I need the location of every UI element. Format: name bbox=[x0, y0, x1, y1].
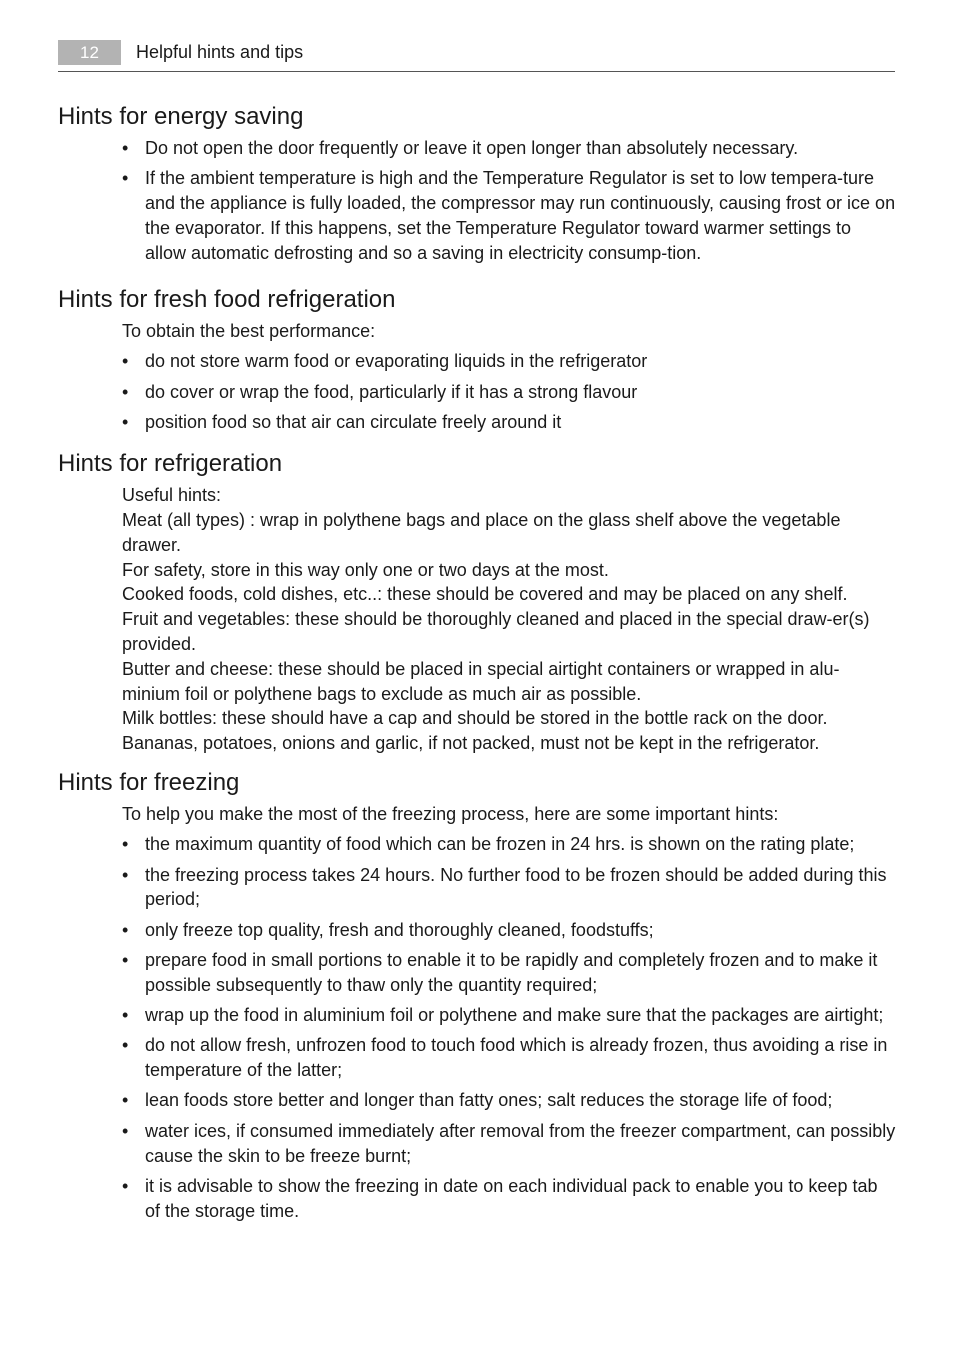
list-item-text: If the ambient temperature is high and the Temperature Regulator is set to low tempera-ture and the appliance is fully loaded, the compressor may run continuously, causing frost or ice on the evaporator. If this happens, set the Temperature Regulator toward warmer settings to allow automatic defrosting and so a saving in electricity consump-tion. bbox=[145, 168, 896, 263]
list-item-text: lean foods store better and longer than fatty ones; salt reduces the storage life of food; bbox=[145, 1090, 833, 1111]
list-item-text: it is advisable to show the freezing in date on each individual pack to enable you to keep tab of the storage time. bbox=[145, 1175, 878, 1221]
list-item-text: only freeze top quality, fresh and thoroughly cleaned, foodstuffs; bbox=[145, 919, 654, 940]
list-item bbox=[58, 948, 896, 998]
hint-line: Meat (all types) : wrap in polythene bags and place on the glass shelf above the vegetable drawer. bbox=[122, 509, 841, 555]
list-item-text: do not store warm food or evaporating liquids in the refrigerator bbox=[145, 351, 648, 372]
list-item bbox=[58, 918, 896, 943]
list-item-text: Do not open the door frequently or leave it open longer than absolutely necessary. bbox=[145, 138, 799, 158]
section-title: Hints for freezing bbox=[58, 768, 240, 796]
list-item-text: water ices, if consumed immediately after removal from the freezer compartment, can possibly cause the skin to be freeze burnt; bbox=[145, 1120, 896, 1166]
bullet-icon: • bbox=[122, 1120, 129, 1141]
list-item bbox=[58, 410, 896, 435]
section-fresh-food bbox=[58, 281, 896, 435]
list-item-text: the maximum quantity of food which can be frozen in 24 hrs. is shown on the rating plate; bbox=[145, 834, 855, 855]
hint-line: Bananas, potatoes, onions and garlic, if not packed, must not be kept in the refrigerator. bbox=[122, 733, 820, 754]
hint-line: Cooked foods, cold dishes, etc..: these should be covered and may be placed on any shelf. bbox=[122, 584, 848, 605]
list-item-text: the freezing process takes 24 hours. No further food to be frozen should be added during this period; bbox=[145, 864, 887, 910]
bullet-icon: • bbox=[122, 1090, 129, 1111]
bullet-icon: • bbox=[122, 834, 129, 855]
bullet-icon: • bbox=[122, 411, 129, 432]
list-item bbox=[58, 380, 896, 405]
page-header bbox=[58, 40, 895, 72]
list-item bbox=[58, 1003, 896, 1028]
bullet-icon: • bbox=[122, 1035, 129, 1056]
list-item bbox=[58, 832, 896, 857]
list-item-text: do cover or wrap the food, particularly if it has a strong flavour bbox=[145, 381, 638, 402]
list-item-text: do not allow fresh, unfrozen food to touch food which is already frozen, thus avoiding a rise in temperature of the latter; bbox=[145, 1035, 888, 1081]
hint-line: Useful hints: bbox=[122, 485, 222, 506]
hint-line: Milk bottles: these should have a cap and should be stored in the bottle rack on the door. bbox=[122, 708, 828, 729]
hint-line: For safety, store in this way only one or two days at the most. bbox=[122, 559, 609, 580]
hint-line: Butter and cheese: these should be placed in special airtight containers or wrapped in alu-minium foil or polythene bags to exclude as much air as possible. bbox=[122, 658, 840, 704]
section-title: Hints for refrigeration bbox=[58, 450, 283, 478]
bullet-icon: • bbox=[122, 351, 129, 372]
list-item bbox=[58, 136, 896, 161]
bullet-list bbox=[58, 136, 896, 265]
list-item bbox=[58, 166, 896, 265]
bullet-icon: • bbox=[122, 1005, 129, 1026]
page-number: 12 bbox=[58, 40, 121, 65]
header-title: Helpful hints and tips bbox=[136, 42, 304, 62]
list-item bbox=[58, 1174, 896, 1224]
page-content bbox=[58, 98, 896, 1229]
list-item bbox=[58, 1119, 896, 1169]
bullet-icon: • bbox=[122, 1175, 129, 1196]
list-item bbox=[58, 1088, 896, 1113]
section-intro: To obtain the best performance: bbox=[122, 320, 376, 341]
section-title: Hints for fresh food refrigeration bbox=[58, 285, 396, 313]
list-item-text: position food so that air can circulate freely around it bbox=[145, 411, 562, 432]
list-item bbox=[58, 349, 896, 374]
section-energy-saving bbox=[58, 98, 896, 265]
bullet-list bbox=[58, 832, 896, 1223]
list-item bbox=[58, 1033, 896, 1083]
hint-line: Fruit and vegetables: these should be thoroughly cleaned and placed in the special draw-er(s) provided. bbox=[122, 609, 870, 654]
section-freezing bbox=[58, 764, 896, 1223]
bullet-icon: • bbox=[122, 138, 129, 158]
bullet-list bbox=[58, 349, 896, 434]
section-refrigeration bbox=[58, 445, 896, 756]
section-title: Hints for energy saving bbox=[58, 103, 304, 130]
bullet-icon: • bbox=[122, 864, 129, 885]
list-item-text: wrap up the food in aluminium foil or polythene and make sure that the packages are airtight; bbox=[145, 1005, 884, 1026]
bullet-icon: • bbox=[122, 919, 129, 940]
list-item bbox=[58, 863, 896, 913]
bullet-icon: • bbox=[122, 381, 129, 402]
section-intro: To help you make the most of the freezing process, here are some important hints: bbox=[122, 803, 779, 824]
bullet-icon: • bbox=[122, 949, 129, 970]
bullet-icon: • bbox=[122, 168, 129, 189]
list-item-text: prepare food in small portions to enable it to be rapidly and completely frozen and to make it possible subsequently to thaw only the quantity required; bbox=[145, 949, 878, 995]
